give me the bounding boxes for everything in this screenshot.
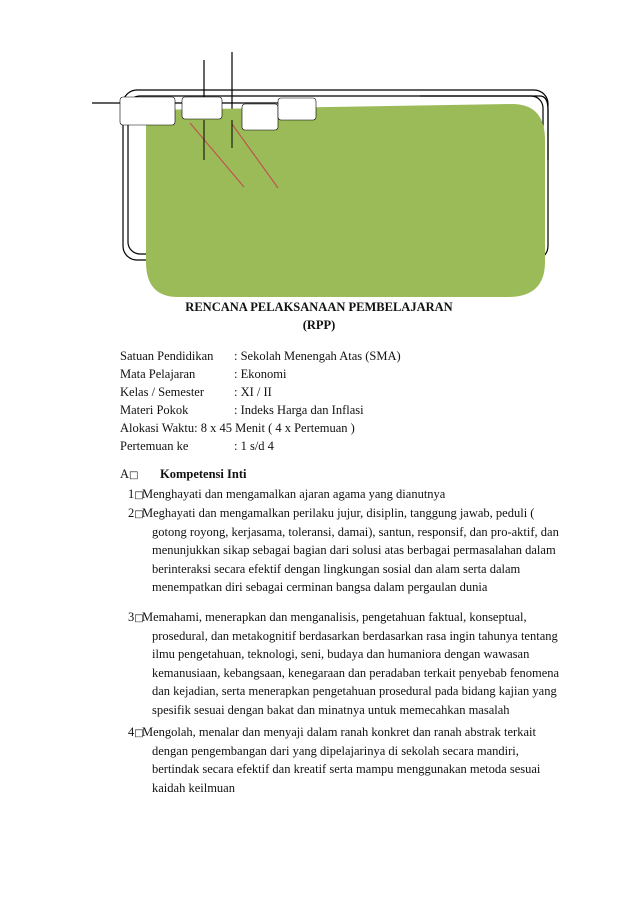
field-label: Materi Pokok: [120, 403, 189, 417]
field-label: Mata Pelajaran: [120, 367, 196, 381]
box-glyph-icon: □: [134, 613, 144, 624]
document-title: RENCANA PELAKSANAAN PEMBELAJARAN: [185, 300, 453, 314]
ki-item: [128, 485, 568, 504]
document-subtitle: (RPP): [302, 318, 336, 332]
section-heading: [120, 467, 247, 482]
field-value: : Indeks Harga dan Inflasi: [234, 403, 364, 417]
field-value: : 1 s/d 4: [234, 439, 274, 453]
ki-item: [128, 504, 568, 597]
ki-item: [128, 723, 568, 797]
ki-number: 3: [128, 610, 135, 624]
section-letter: A: [120, 467, 130, 481]
field-alokasi-waktu: [120, 421, 355, 436]
ki-text: Meghayati dan mengamalkan perilaku jujur, disiplin, tanggung jawab, peduli ( gotong royong, kerjasama, toleransi, damai), santun, responsif, dan pro-aktif, dan menunjukkan sikap sebagai bagian dari solusi atas berbagai permasalahan dalam berinteraksi secara efektif dengan lingkungan sosial dan alam serta dalam menempatkan diri sebagai cerminan bangsa dalam pergaulan dunia: [142, 506, 559, 595]
box-glyph-icon: □: [134, 490, 144, 501]
box-glyph-icon: □: [134, 509, 144, 520]
field-value: : Ekonomi: [234, 367, 287, 381]
ki-item: [128, 608, 568, 720]
ki-number: 2: [128, 506, 135, 520]
green-banner: [146, 104, 545, 297]
ki-text: Mengolah, menalar dan menyaji dalam ranah konkret dan ranah abstrak terkait dengan pengembangan dari yang dipelajarinya di sekolah secara mandiri, bertindak secara efektif dan kreatif serta mampu menggunakan metoda sesuai kaidah keilmuan: [142, 725, 541, 795]
field-value: : Sekolah Menengah Atas (SMA): [234, 349, 401, 363]
box-glyph-icon: □: [129, 470, 139, 481]
section-heading-text: Kompetensi Inti: [160, 467, 247, 481]
ki-text: Menghayati dan mengamalkan ajaran agama yang dianutnya: [142, 487, 446, 501]
field-label: Alokasi Waktu: [120, 421, 195, 435]
field-label: Satuan Pendidikan: [120, 349, 214, 363]
ki-number: 1: [128, 487, 135, 501]
field-value: : XI / II: [234, 385, 272, 399]
field-label: Kelas / Semester: [120, 385, 205, 399]
ki-number: 4: [128, 725, 135, 739]
box-glyph-icon: □: [134, 728, 144, 739]
header-decoration: [0, 0, 638, 300]
field-value: : 8 x 45 Menit ( 4 x Pertemuan ): [194, 421, 355, 435]
field-label: Pertemuan ke: [120, 439, 189, 453]
ki-text: Memahami, menerapkan dan menganalisis, pengetahuan faktual, konseptual, prosedural, dan metakognitif berdasarkan berdasarkan rasa ingin tahunya tentang ilmu pengetahuan, teknologi, seni, budaya dan humaniora dengan wawasan kemanusiaan, kebangsaan, kenegaraan dan peradaban terkait penyebab fenomena dan kejadian, serta menerapkan pengetahuan prosedural pada bidang kajian yang spesifik sesuai dengan bakat dan minatnya untuk memecahkan masalah: [142, 610, 560, 717]
